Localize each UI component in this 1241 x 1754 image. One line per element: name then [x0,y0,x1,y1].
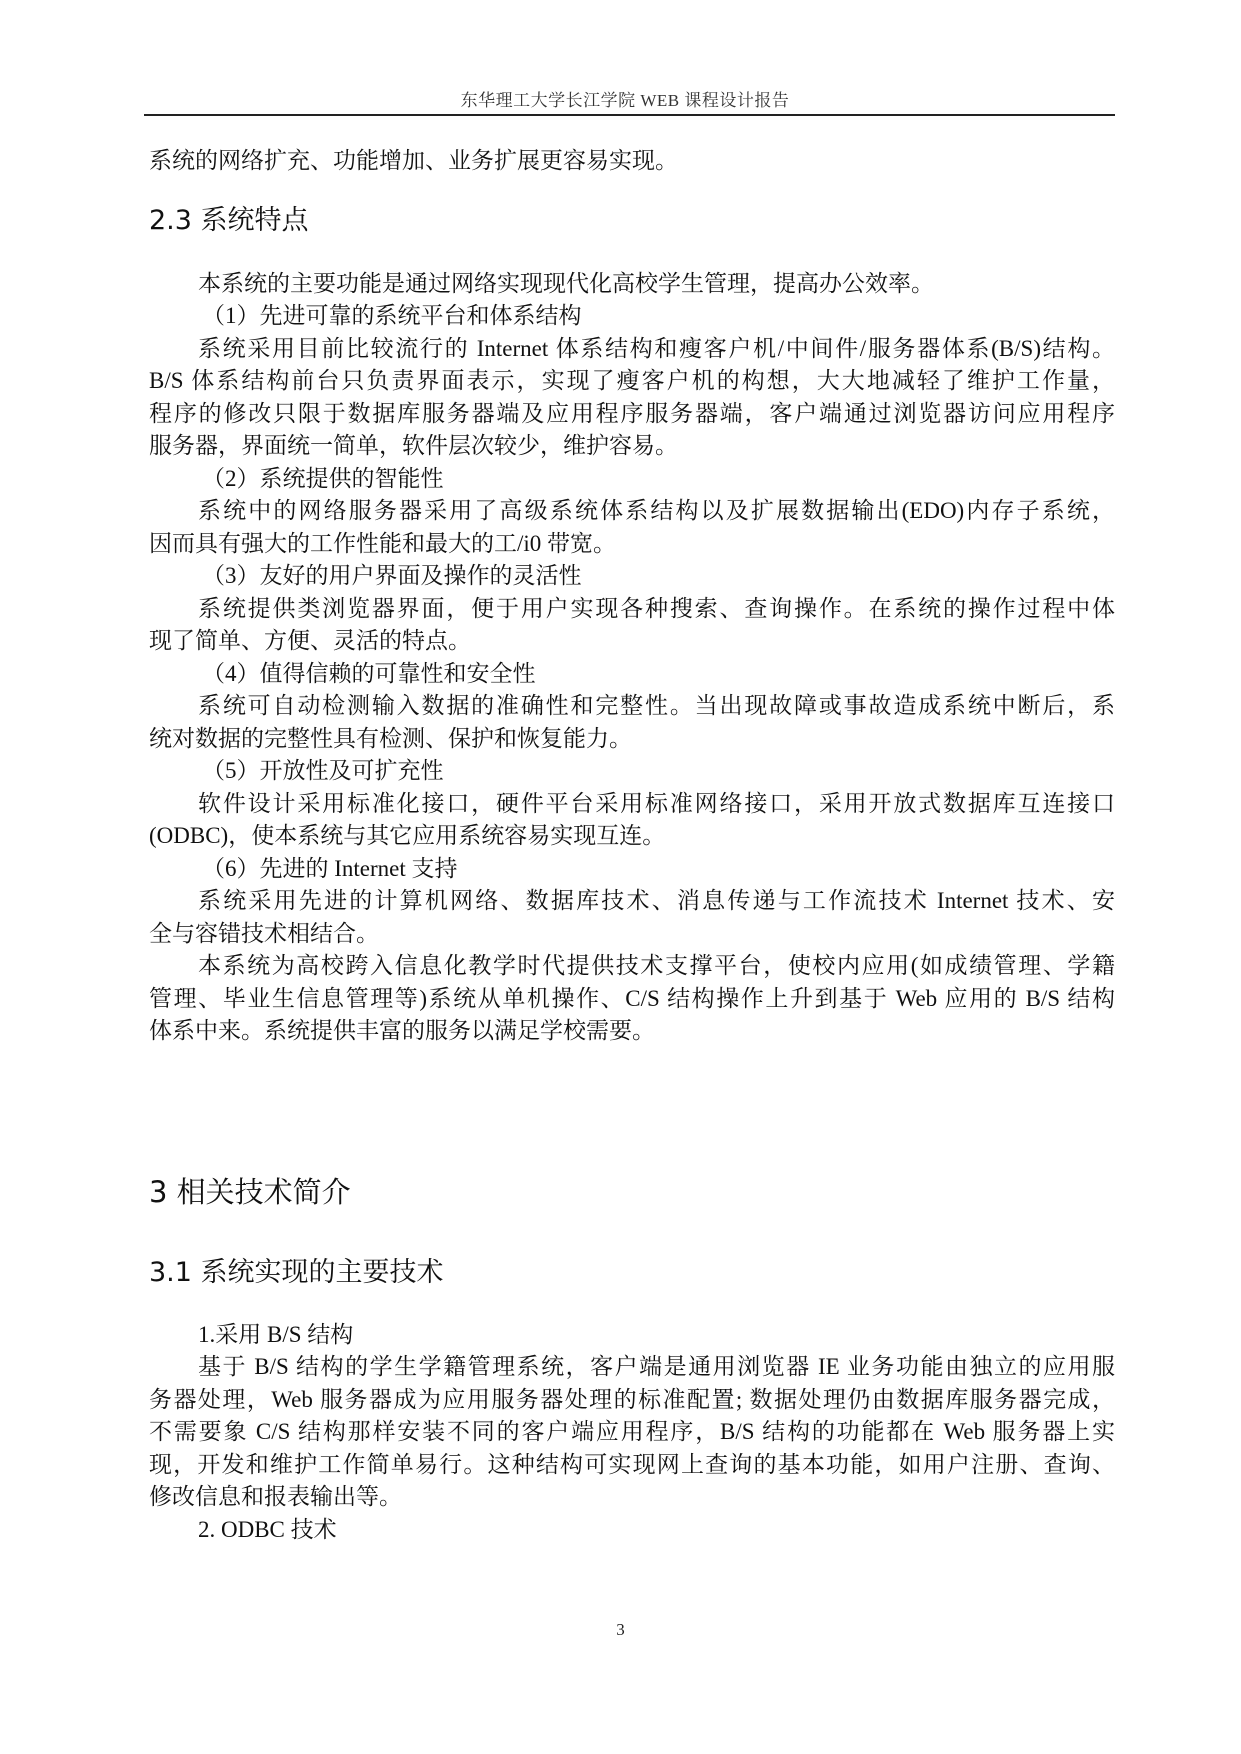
page-number: 3 [616,1620,625,1639]
paragraph-line: 系统可自动检测输入数据的准确性和完整性。当出现故障或事故造成系统中断后，系 [198,693,1115,718]
paragraph-line: 程序的修改只限于数据库服务器端及应用程序服务器端，客户端通过浏览器访问应用程序 [149,400,1115,426]
paragraph-line: 管理、毕业生信息管理等)系统从单机操作、C/S 结构操作上升到基于 Web 应用的 B/S 结构 [149,985,1115,1011]
paragraph-line: 系统采用目前比较流行的 Internet 体系结构和瘦客户机/中间件/服务器体系(B/S)结构。 [198,335,1115,361]
list-item-heading: （2）系统提供的智能性 [202,465,444,491]
paragraph-line: 软件设计采用标准化接口，硬件平台采用标准网络接口，采用开放式数据库互连接口 [198,790,1115,816]
page-header-title: 东华理工大学长江学院 WEB 课程设计报告 [460,91,790,110]
document-body [149,145,1115,1546]
paragraph-line: 服务器，界面统一简单，软件层次较少，维护容易。 [149,433,678,458]
paragraph-line: 本系统为高校跨入信息化教学时代提供技术支撑平台，使校内应用(如成绩管理、学籍 [198,953,1115,978]
paragraph-line: 本系统的主要功能是通过网络实现现代化高校学生管理，提高办公效率。 [198,270,934,296]
list-item-heading: 1.采用 B/S 结构 [198,1321,354,1347]
paragraph-line: 系统的网络扩充、功能增加、业务扩展更容易实现。 [149,148,678,173]
paragraph-line: 体系中来。系统提供丰富的服务以满足学校需要。 [149,1018,655,1043]
paragraph-line: 全与容错技术相结合。 [149,920,379,946]
list-item-heading: （4）值得信赖的可靠性和安全性 [202,660,536,686]
section-heading-3-1: 3.1 系统实现的主要技术 [149,1256,444,1288]
paragraph-line: (ODBC)，使本系统与其它应用系统容易实现互连。 [149,823,666,848]
paragraph-line: 务器处理，Web 服务器成为应用服务器处理的标准配置; 数据处理仍由数据库服务器完成， [149,1386,1115,1412]
paragraph-line: 现了简单、方便、灵活的特点。 [149,628,471,653]
header-divider [144,114,1115,116]
section-2-3-body [149,268,1115,1048]
paragraph-line: 系统中的网络服务器采用了高级系统体系结构以及扩展数据输出(EDO)内存子系统， [198,498,1115,523]
list-item-heading: （3）友好的用户界面及操作的灵活性 [202,563,582,588]
paragraph-line: 统对数据的完整性具有检测、保护和恢复能力。 [149,725,632,751]
paragraph-line: 系统提供类浏览器界面，便于用户实现各种搜索、查询操作。在系统的操作过程中体 [198,595,1115,621]
paragraph-line: 基于 B/S 结构的学生学籍管理系统，客户端是通用浏览器 IE 业务功能由独立的应用服 [198,1354,1115,1379]
paragraph-line: 因而具有强大的工作性能和最大的工/i0 带宽。 [149,530,617,556]
section-heading-2-3: 2.3 系统特点 [149,204,309,236]
list-item-heading: （5）开放性及可扩充性 [202,758,444,783]
list-item-heading: （6）先进的 Internet 支持 [202,855,458,881]
list-item-heading: （1）先进可靠的系统平台和体系结构 [202,303,582,328]
section-3-1-body [149,1319,1115,1547]
paragraph-line: 现，开发和维护工作简单易行。这种结构可实现网上查询的基本功能，如用户注册、查询、 [149,1451,1115,1477]
paragraph-line: 修改信息和报表输出等。 [149,1484,402,1509]
paragraph-line: 系统采用先进的计算机网络、数据库技术、消息传递与工作流技术 Internet 技术、安 [198,888,1116,913]
paragraph-line: 不需要象 C/S 结构那样安装不同的客户端应用程序，B/S 结构的功能都在 Web 服务器上实 [149,1419,1115,1444]
section-heading-3: 3 相关技术简介 [149,1174,351,1209]
list-item-heading: 2. ODBC 技术 [198,1516,337,1542]
paragraph-line: B/S 体系结构前台只负责界面表示，实现了瘦客户机的构想，大大地减轻了维护工作量， [149,368,1115,393]
